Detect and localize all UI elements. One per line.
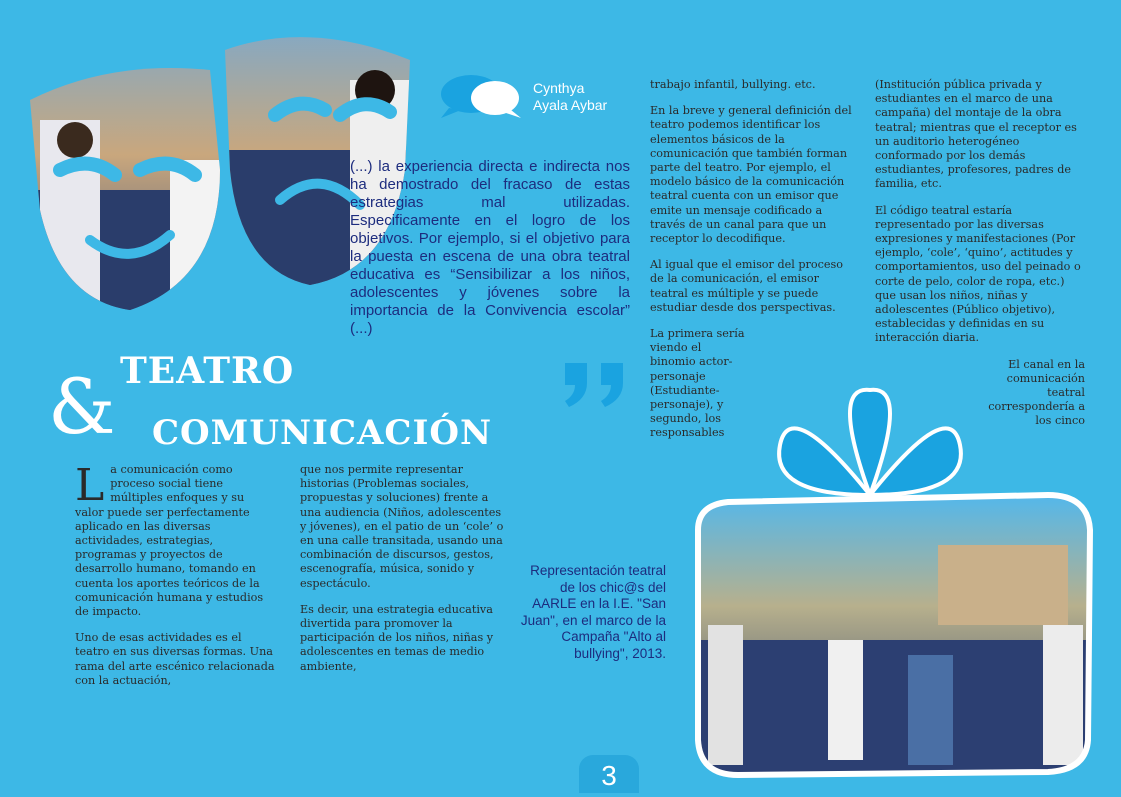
author-first-name: Cynthya: [533, 80, 585, 96]
gift-box-photo: [688, 490, 1098, 780]
title-comunicacion: COMUNICACIÓN: [152, 413, 493, 453]
paragraph: El canal en la comunicación teatral correspondería a los cinco: [988, 357, 1085, 428]
author-name: [533, 80, 633, 114]
drop-cap: L: [75, 460, 105, 511]
paragraph: trabajo infantil, bullying. etc.: [650, 78, 816, 91]
paragraph: (Institución pública privada y estudiantes en el marco de una campaña) del montaje de la obra teatral; mientras que el receptor es un auditorio heterogéneo conformado por los demás estudiantes, profesores, padres de familia, etc.: [875, 78, 1077, 191]
title-ampersand: &: [48, 362, 117, 451]
paragraph: La comunicación como proceso social tiene múltiples enfoques y su valor puede ser perfectamente aplicado en las diversas actividades, estrategias, programas y proyectos de desarrollo humano, tomando en cuenta los aportes teóricos de la comunicación humana y estudios de impacto.: [75, 460, 264, 619]
text-column-1: [75, 460, 275, 700]
paragraph: En la breve y general definición del teatro podemos identificar los elementos básicos de la comunicación que también forman parte del teatro. Por ejemplo, el modelo básico de la comunicación teatral cuenta con un emisor que emite un mensaje codificado a través de un canal para que un receptor lo decodifique.: [650, 104, 852, 246]
closing-quote-icon: [557, 363, 633, 408]
paragraph: Es decir, una estrategia educativa divertida para promover la participación de los niños, niñas y adolescentes en temas de medio ambiente,: [300, 602, 494, 673]
pull-quote: (...) la experiencia directa e indirecta nos ha demostrado del fracaso de estas estrategias mal utilizadas. Especificamente en el logro de los objetivos. Por ejemplo, si el objetivo para la puesta en escena de una obra teatral educativa es “Sensibilizar a los niños, adolescentes y jóvenes sobre la importancia de la Convivencia escolar” (...): [350, 158, 630, 337]
text-column-2: [300, 463, 510, 686]
photo-caption: Representación teatral de los chic@s del AARLE en la I.E. "San Juan", en el marco de la Campaña "Alto al bullying", 2013.: [520, 563, 666, 661]
paragraph: Uno de esas actividades es el teatro en sus diversas formas. Una rama del arte escénico relacionada con la actuación,: [75, 631, 275, 687]
paragraph: El código teatral estaría representado por las diversas expresiones y manifestaciones (Por ejemplo, ‘cole’, ‘quino’, actitudes y comportamientos, uso del peinado o corte de pelo, color de ropa, etc.) que usan los niños, niñas y adolescentes (Público objetivo), establecidas y definidas en su interacción diaria.: [875, 203, 1081, 345]
author-last-name: Ayala Aybar: [533, 97, 608, 113]
paragraph: Al igual que el emisor del proceso de la comunicación, el emisor teatral es múltiple y se puede estudiar desde dos perspectivas.: [650, 258, 843, 314]
paragraph: que nos permite representar historias (Problemas sociales, propuestas y soluciones) frente a una audiencia (Niños, adolescentes y jóvenes), en el patio de un ‘cole’ o en una calle transitada, usando una combinación de discursos, gestos, escenografía, música, sonido y espectáculo.: [300, 463, 504, 590]
paragraph: La primera sería viendo el binomio actor-personaje (Estudiante-personaje), y segundo, los responsables: [650, 327, 745, 440]
page-number: 3: [579, 755, 639, 793]
title-teatro: TEATRO: [120, 350, 295, 392]
speech-bubble-icon: [437, 70, 527, 120]
